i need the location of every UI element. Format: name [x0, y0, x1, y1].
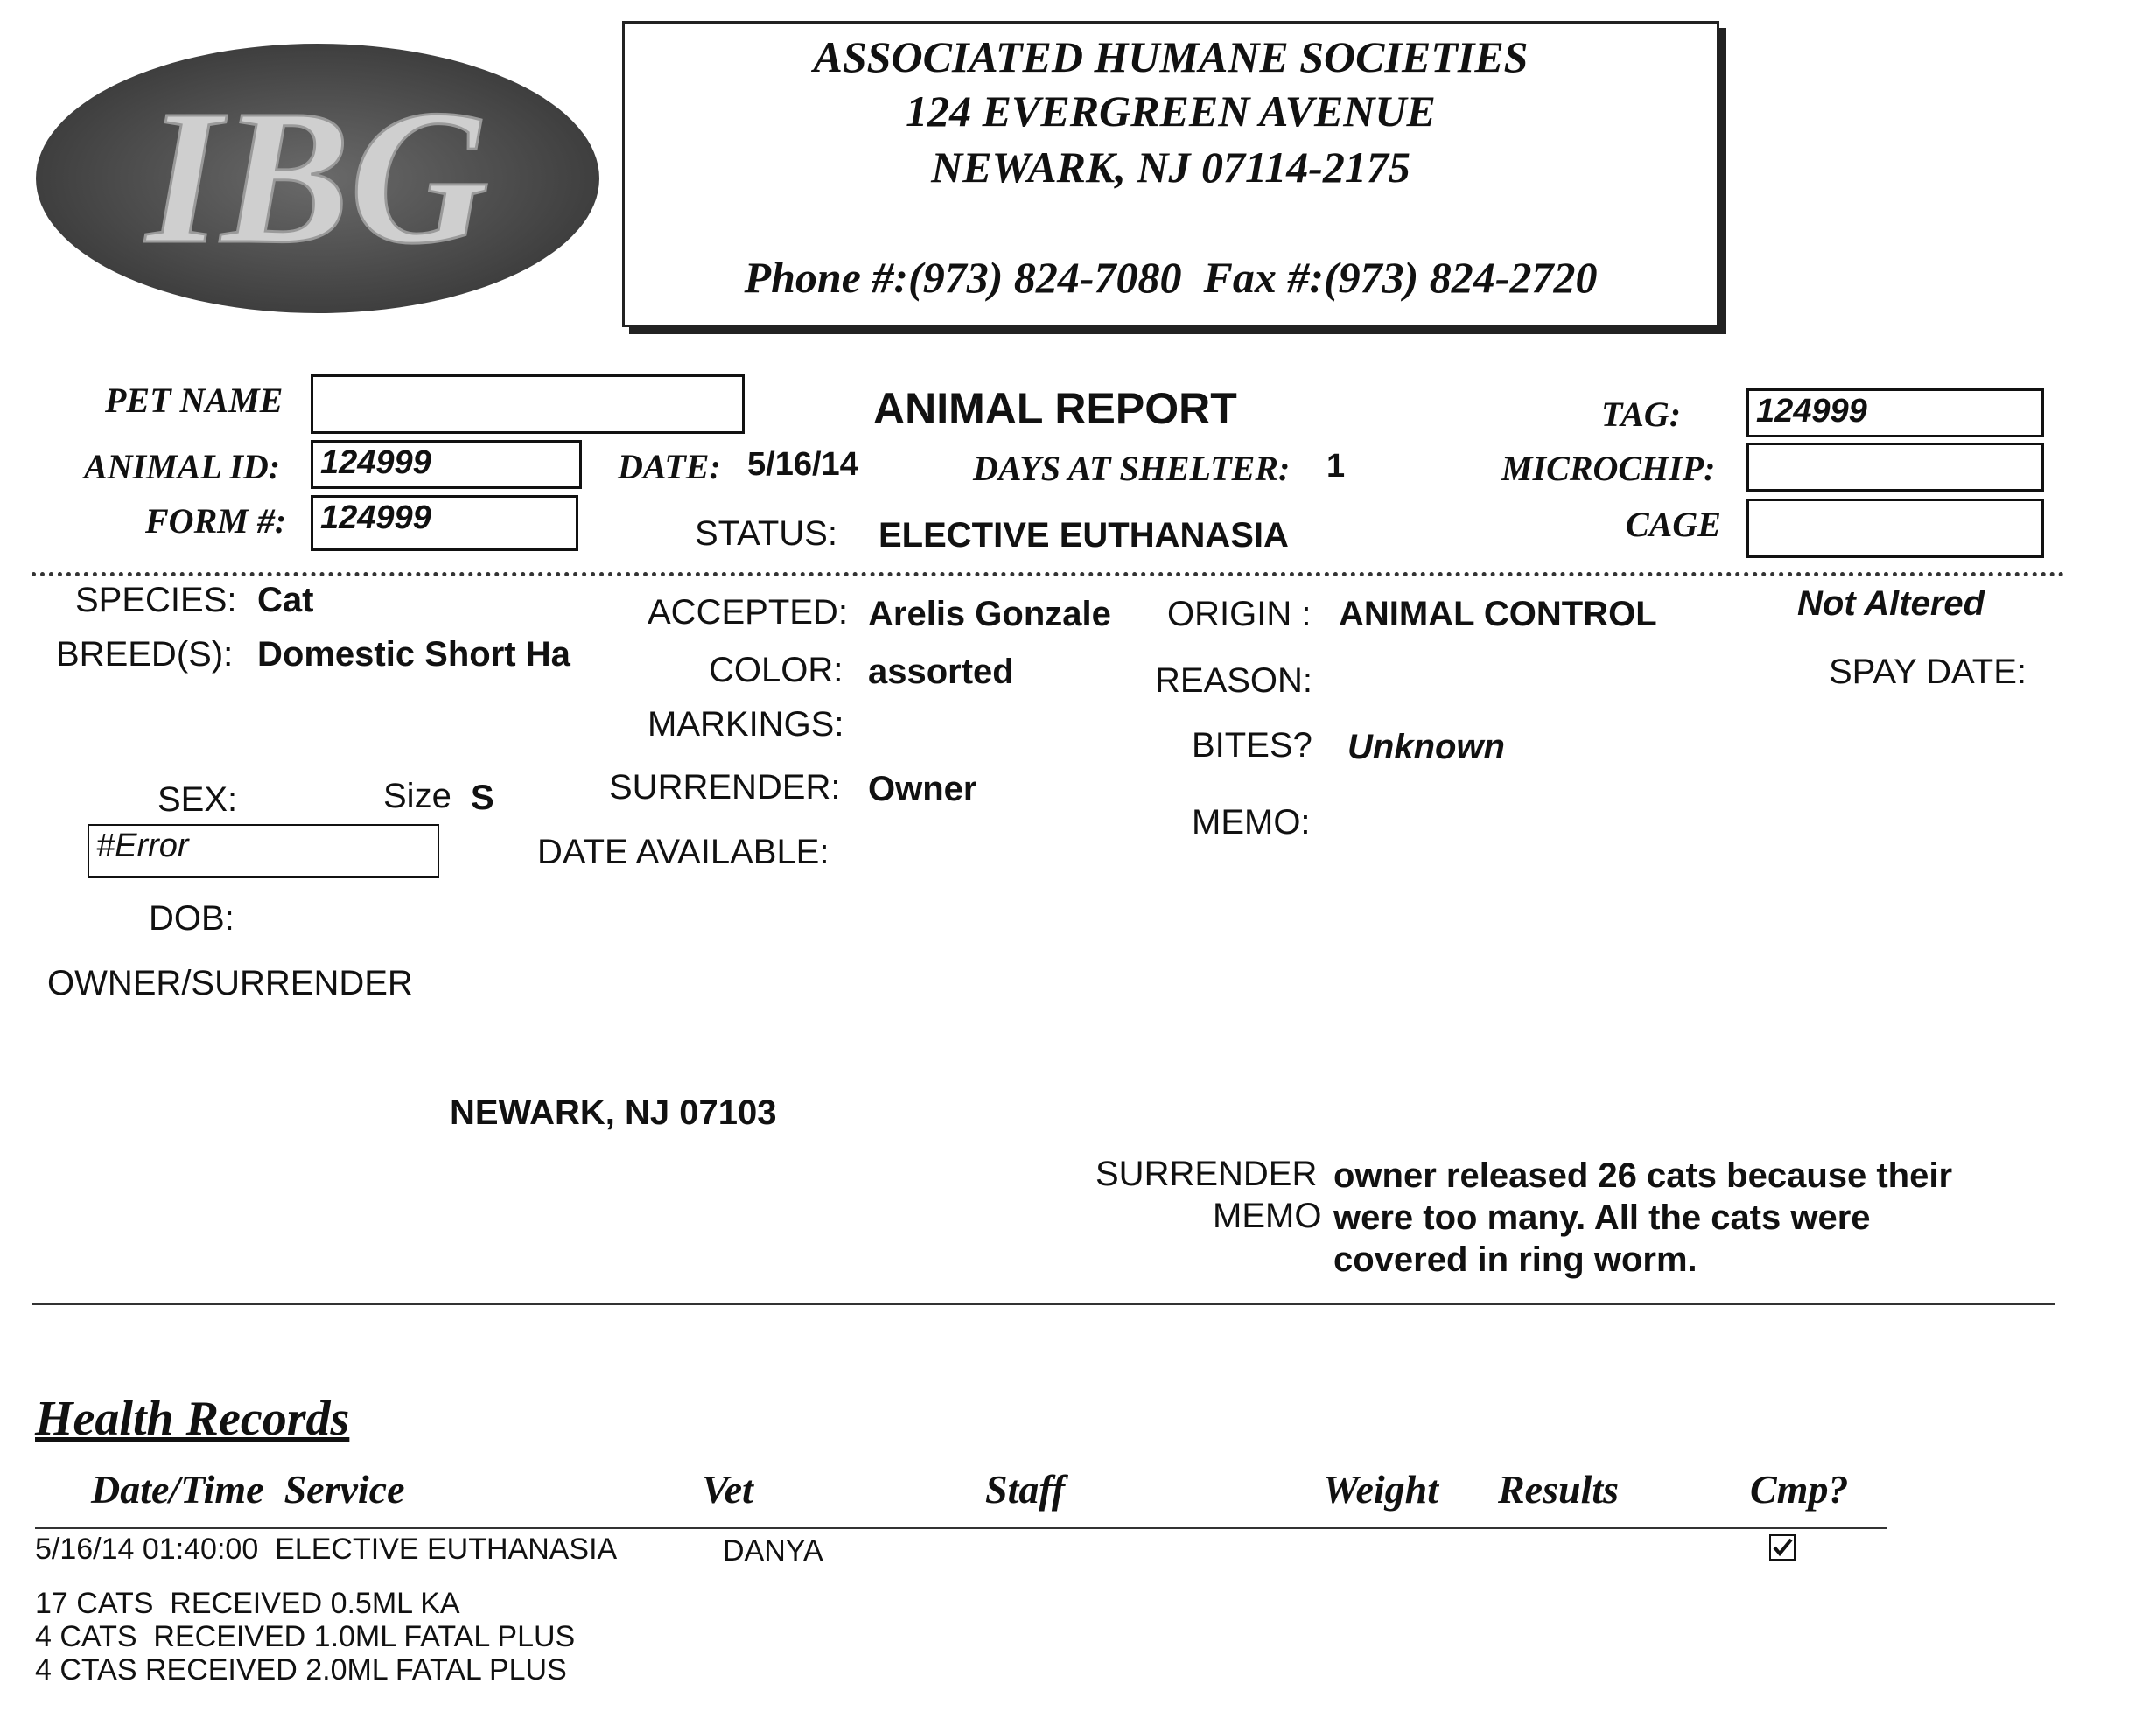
date-available-label: DATE AVAILABLE: — [537, 833, 830, 871]
size-value: S — [471, 779, 494, 817]
org-name: ASSOCIATED HUMANE SOCIETIES — [813, 32, 1529, 81]
status-label: STATUS: — [695, 514, 837, 553]
form-number-label: FORM #: — [145, 501, 287, 541]
days-at-shelter-value: 1 — [1326, 448, 1346, 485]
surrender-memo-label-2: MEMO — [1213, 1197, 1322, 1235]
origin-value: ANIMAL CONTROL — [1339, 595, 1657, 633]
animal-id-field[interactable]: 124999 — [311, 440, 582, 489]
bites-label: BITES? — [1192, 726, 1312, 765]
microchip-field[interactable] — [1746, 443, 2044, 492]
org-address-line1: 124 EVERGREEN AVENUE — [906, 87, 1436, 136]
divider-top — [32, 572, 2065, 576]
breed-label: BREED(S): — [56, 635, 234, 674]
spay-date-label: SPAY DATE: — [1829, 653, 2026, 691]
animal-id-label: ANIMAL ID: — [84, 447, 281, 486]
surrender-memo-line1: owner released 26 cats because their — [1334, 1156, 1953, 1195]
record-datetime-service: 5/16/14 01:40:00 ELECTIVE EUTHANASIA — [35, 1533, 618, 1566]
report-title: ANIMAL REPORT — [873, 384, 1237, 433]
divider-bottom — [32, 1303, 2054, 1305]
record-note-3: 4 CTAS RECEIVED 2.0ML FATAL PLUS — [35, 1653, 567, 1687]
sex-field[interactable]: #Error — [88, 824, 439, 878]
col-datetime-service: Date/Time Service — [91, 1467, 405, 1512]
surrender-memo-line3: covered in ring worm. — [1334, 1240, 1698, 1279]
surrender-label: SURRENDER: — [609, 768, 841, 807]
record-note-2: 4 CATS RECEIVED 1.0ML FATAL PLUS — [35, 1620, 576, 1653]
status-value: ELECTIVE EUTHANASIA — [878, 516, 1289, 555]
memo-label: MEMO: — [1192, 803, 1311, 842]
tag-label: TAG: — [1601, 395, 1682, 434]
owner-city: NEWARK, NJ 07103 — [450, 1093, 777, 1132]
surrender-value: Owner — [868, 770, 977, 808]
accepted-label: ACCEPTED: — [648, 593, 848, 632]
logo-text: IBG — [146, 70, 489, 283]
owner-surrender-label: OWNER/SURRENDER — [47, 964, 413, 1002]
size-label: Size — [383, 777, 452, 815]
origin-label: ORIGIN : — [1167, 595, 1312, 633]
accepted-value: Arelis Gonzale — [868, 595, 1111, 633]
health-records-title: Health Records — [35, 1392, 350, 1446]
col-weight: Weight — [1323, 1467, 1439, 1512]
sex-label: SEX: — [158, 780, 238, 819]
bites-value: Unknown — [1348, 728, 1505, 766]
health-header-rule — [35, 1527, 1886, 1529]
logo-oval — [32, 38, 604, 318]
org-phone-fax: Phone #:(973) 824-7080 Fax #:(973) 824-2720 — [744, 253, 1598, 302]
cage-label: CAGE — [1626, 505, 1721, 544]
col-staff: Staff — [985, 1467, 1066, 1512]
breed-value: Domestic Short Ha — [257, 635, 570, 674]
altered-status: Not Altered — [1797, 584, 1985, 623]
record-completed-checkbox[interactable] — [1769, 1534, 1796, 1561]
org-address-line2: NEWARK, NJ 07114-2175 — [931, 143, 1410, 192]
surrender-memo-label-1: SURRENDER — [1096, 1155, 1318, 1193]
days-at-shelter-label: DAYS AT SHELTER: — [973, 449, 1291, 488]
surrender-memo-line2: were too many. All the cats were — [1334, 1198, 1871, 1237]
col-results: Results — [1498, 1467, 1620, 1512]
cage-field[interactable] — [1746, 499, 2044, 558]
record-note-1: 17 CATS RECEIVED 0.5ML KA — [35, 1587, 460, 1620]
form-number-field[interactable]: 124999 — [311, 495, 578, 551]
color-label: COLOR: — [709, 651, 844, 689]
date-value: 5/16/14 — [747, 446, 858, 483]
date-label: DATE: — [618, 447, 721, 486]
record-vet: DANYA — [723, 1534, 823, 1568]
col-vet: Vet — [702, 1467, 753, 1512]
microchip-label: MICROCHIP: — [1502, 449, 1716, 488]
species-label: SPECIES: — [75, 581, 237, 619]
reason-label: REASON: — [1155, 661, 1313, 700]
checkmark-icon — [1771, 1536, 1794, 1559]
pet-name-field[interactable] — [311, 374, 745, 434]
species-value: Cat — [257, 581, 314, 619]
dob-label: DOB: — [149, 899, 234, 938]
pet-name-label: PET NAME — [105, 381, 284, 420]
color-value: assorted — [868, 653, 1014, 691]
markings-label: MARKINGS: — [648, 705, 844, 744]
ibg-logo — [32, 38, 604, 318]
col-cmp: Cmp? — [1750, 1467, 1849, 1512]
tag-field[interactable]: 124999 — [1746, 388, 2044, 437]
